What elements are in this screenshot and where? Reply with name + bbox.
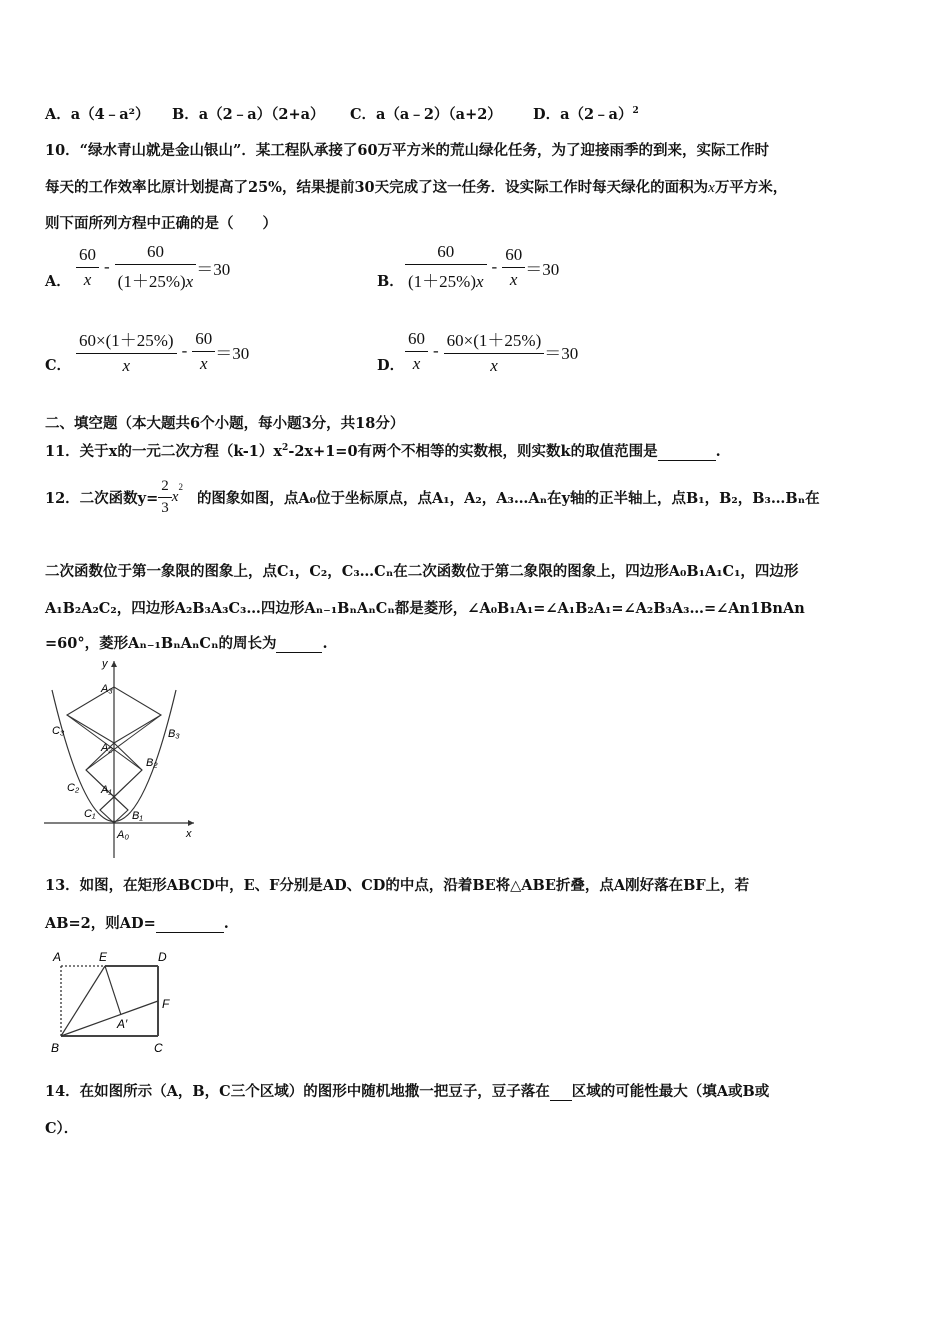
label-b2: B₂ bbox=[146, 757, 158, 769]
q13-line-2: AB=2，则AD= . bbox=[45, 915, 229, 932]
label-c3: C₃ bbox=[52, 725, 65, 737]
q9-option-b: B．a（2﹣a）（2+a） bbox=[172, 106, 325, 123]
label-x: x bbox=[186, 828, 192, 840]
label-f: F bbox=[162, 997, 170, 1011]
label-c2: C₂ bbox=[67, 782, 80, 794]
q13-line-1: 13．如图，在矩形ABCD中，E、F分别是AD、CD的中点，沿着BE将△ABE折叠，点A刚好落在BF上，若 bbox=[45, 877, 750, 894]
q10-line-1: 10．“绿水青山就是金山银山”．某工程队承接了60万平方米的荒山绿化任务，为了迎接雨季的到来，实际工作时 bbox=[45, 142, 770, 159]
q12-line-1: 12．二次函数y= $\frac{2}{3}$ x $^2$ 的图象如图，点A₀位于坐标原点，点A₁，A₂，A₃…Aₙ在y轴的正半轴上，点B₁，B₂，B₃…Bₙ在 bbox=[45, 478, 820, 516]
q10-line-3: 则下面所列方程中正确的是（ ） bbox=[45, 215, 277, 232]
q10-option-a-equation: $\frac{60}{x}$ - $\frac{60}{(1+25\%)x}$ ＝30 bbox=[76, 242, 230, 292]
q10-option-a-label: A． bbox=[45, 273, 71, 290]
q14-line-1: 14．在如图所示（A，B，C三个区域）的图形中随机地撒一把豆子，豆子落在 区域的可能性最大（填A或B或 bbox=[45, 1083, 770, 1100]
label-a3: A₃ bbox=[101, 683, 113, 695]
q9-option-c: C．a（a﹣2）（a+2） bbox=[350, 106, 502, 123]
label-a1: A₁ bbox=[101, 784, 112, 796]
q14-line-2: C）． bbox=[45, 1120, 79, 1137]
label-y: y bbox=[102, 658, 108, 670]
q10-line-2: 每天的工作效率比原计划提高了25%，结果提前30天完成了这一任务．设实际工作时每天绿化的面积为x万平方米， bbox=[45, 179, 788, 196]
q13-rectangle-figure bbox=[44, 946, 184, 1058]
q10-option-d-label: D． bbox=[377, 357, 405, 374]
label-a2: A₂ bbox=[101, 742, 113, 754]
label-b3: B₃ bbox=[168, 728, 180, 740]
q12-line-2: 二次函数位于第一象限的图象上，点C₁，C₂，C₃…Cₙ在二次函数位于第二象限的图象上，四边形A₀B₁A₁C₁，四边形 bbox=[45, 563, 799, 580]
label-d: D bbox=[158, 950, 167, 964]
q11-text: 11．关于x的一元二次方程$(k-1)x^2-2x+1=0$有两个不相等的实数根，则实数k的取值范围是 . bbox=[45, 443, 721, 460]
label-c: C bbox=[154, 1041, 163, 1055]
label-b1: B₁ bbox=[132, 810, 143, 822]
label-a: A bbox=[53, 950, 62, 964]
section-2-header: 二、填空题（本大题共6个小题，每小题3分，共18分） bbox=[45, 415, 405, 432]
y-axis-arrow-icon bbox=[111, 661, 117, 667]
q10-option-d-equation: $\frac{60}{x}$ - $\frac{60\times(1+25\%)}{x}$ ＝30 bbox=[405, 326, 578, 376]
label-c1: C₁ bbox=[84, 808, 96, 820]
label-b: B bbox=[51, 1041, 60, 1055]
x-axis-arrow-icon bbox=[188, 820, 194, 826]
segment-bf bbox=[61, 1001, 158, 1036]
label-a0: A₀ bbox=[117, 829, 129, 841]
q12-line-4: =60°，菱形Aₙ₋₁BₙAₙCₙ的周长为 . bbox=[45, 635, 328, 652]
q10-option-c-label: C． bbox=[45, 357, 72, 374]
q9-option-a: A．a（4﹣a²） bbox=[45, 106, 150, 123]
segment-be bbox=[61, 966, 105, 1036]
segment-ea-prime bbox=[105, 966, 121, 1015]
q10-option-c-equation: $\frac{60\times(1+25\%)}{x}$ - $\frac{60}{x}$ ＝30 bbox=[76, 326, 249, 376]
q9-option-d: D．a（2﹣a）$^2$ bbox=[533, 106, 639, 123]
label-e: E bbox=[99, 950, 108, 964]
q12-parabola-figure bbox=[44, 655, 204, 860]
q12-line-3: A₁B₂A₂C₂，四边形A₂B₃A₃C₃…四边形Aₙ₋₁BₙAₙCₙ都是菱形，∠A₀B₁A₁=∠A₁B₂A₁=∠A₂B₃A₃…=∠An1BnAn bbox=[45, 600, 805, 617]
q10-option-b-label: B． bbox=[377, 273, 404, 290]
q10-option-b-equation: $\frac{60}{(1+25\%)x}$ - $\frac{60}{x}$ ＝30 bbox=[405, 242, 559, 292]
label-a-prime: A′ bbox=[117, 1017, 128, 1031]
